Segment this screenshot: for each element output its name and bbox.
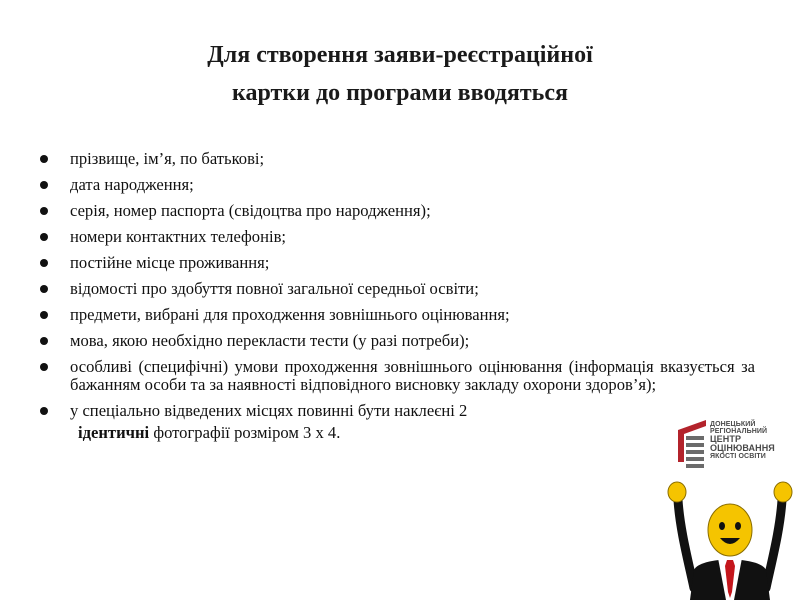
- bullet-icon: [40, 311, 48, 319]
- organization-logo: [676, 416, 778, 476]
- list-item: [40, 280, 755, 298]
- list-item-text: відомості про здобуття повної загальної середньої освіти;: [70, 279, 479, 298]
- logo-line: ОЦІНЮВАННЯ: [710, 443, 775, 454]
- list-item: [40, 202, 755, 220]
- list-item: [40, 306, 755, 324]
- bullet-icon: [40, 233, 48, 241]
- list-item: [40, 254, 755, 272]
- bullet-icon: [40, 155, 48, 163]
- bullet-icon: [40, 407, 48, 415]
- list-item-text: мова, якою необхідно перекласти тести (у разі потреби);: [70, 331, 470, 350]
- title-line-1: Для створення заяви-реєстраційної: [207, 42, 593, 68]
- list-item-text: серія, номер паспорта (свідоцтва про народження);: [70, 201, 431, 220]
- bullet-icon: [40, 337, 48, 345]
- logo-text: [710, 421, 775, 461]
- continuation-text: фотографії розміром 3 х 4.: [149, 423, 341, 442]
- logo-emblem-icon: [676, 416, 712, 476]
- list-item: [40, 358, 755, 394]
- list-item-text: предмети, вибрані для проходження зовнішнього оцінювання;: [70, 305, 510, 324]
- list-item: [40, 402, 755, 420]
- list-item: [40, 150, 755, 168]
- emphasis-text: ідентичні: [78, 423, 150, 442]
- logo-line: ЦЕНТР: [710, 434, 742, 445]
- list-item: [40, 332, 755, 350]
- bullet-icon: [40, 259, 48, 267]
- logo-line: ЯКОСТІ ОСВІТИ: [710, 453, 766, 461]
- bullet-icon: [40, 285, 48, 293]
- logo-line: РЕГІОНАЛЬНИЙ: [710, 428, 768, 436]
- bullet-icon: [40, 363, 48, 371]
- bullet-list: [40, 150, 755, 442]
- list-item-continuation: [40, 424, 755, 442]
- list-item-text: дата народження;: [70, 175, 194, 194]
- title-line-2: картки до програми вводяться: [232, 80, 568, 106]
- list-item-text: номери контактних телефонів;: [70, 227, 287, 246]
- list-item-text: прізвище, ім’я, по батькові;: [70, 149, 265, 168]
- list-item-text: особливі (специфічні) умови проходження зовнішнього оцінювання (інформація вказується за бажанням особи та за наявності відповідного висновку закладу охорони здоров’я);: [70, 357, 755, 394]
- list-item: [40, 228, 755, 246]
- list-item: [40, 176, 755, 194]
- list-item-text: постійне місце проживання;: [70, 253, 270, 272]
- list-item-text: у спеціально відведених місцях повинні бути наклеєні 2: [70, 401, 468, 420]
- logo-line: ДОНЕЦЬКИЙ: [710, 421, 756, 428]
- slide-title: [60, 36, 740, 112]
- bullet-icon: [40, 181, 48, 189]
- cheering-person-icon: [660, 470, 800, 600]
- bullet-icon: [40, 207, 48, 215]
